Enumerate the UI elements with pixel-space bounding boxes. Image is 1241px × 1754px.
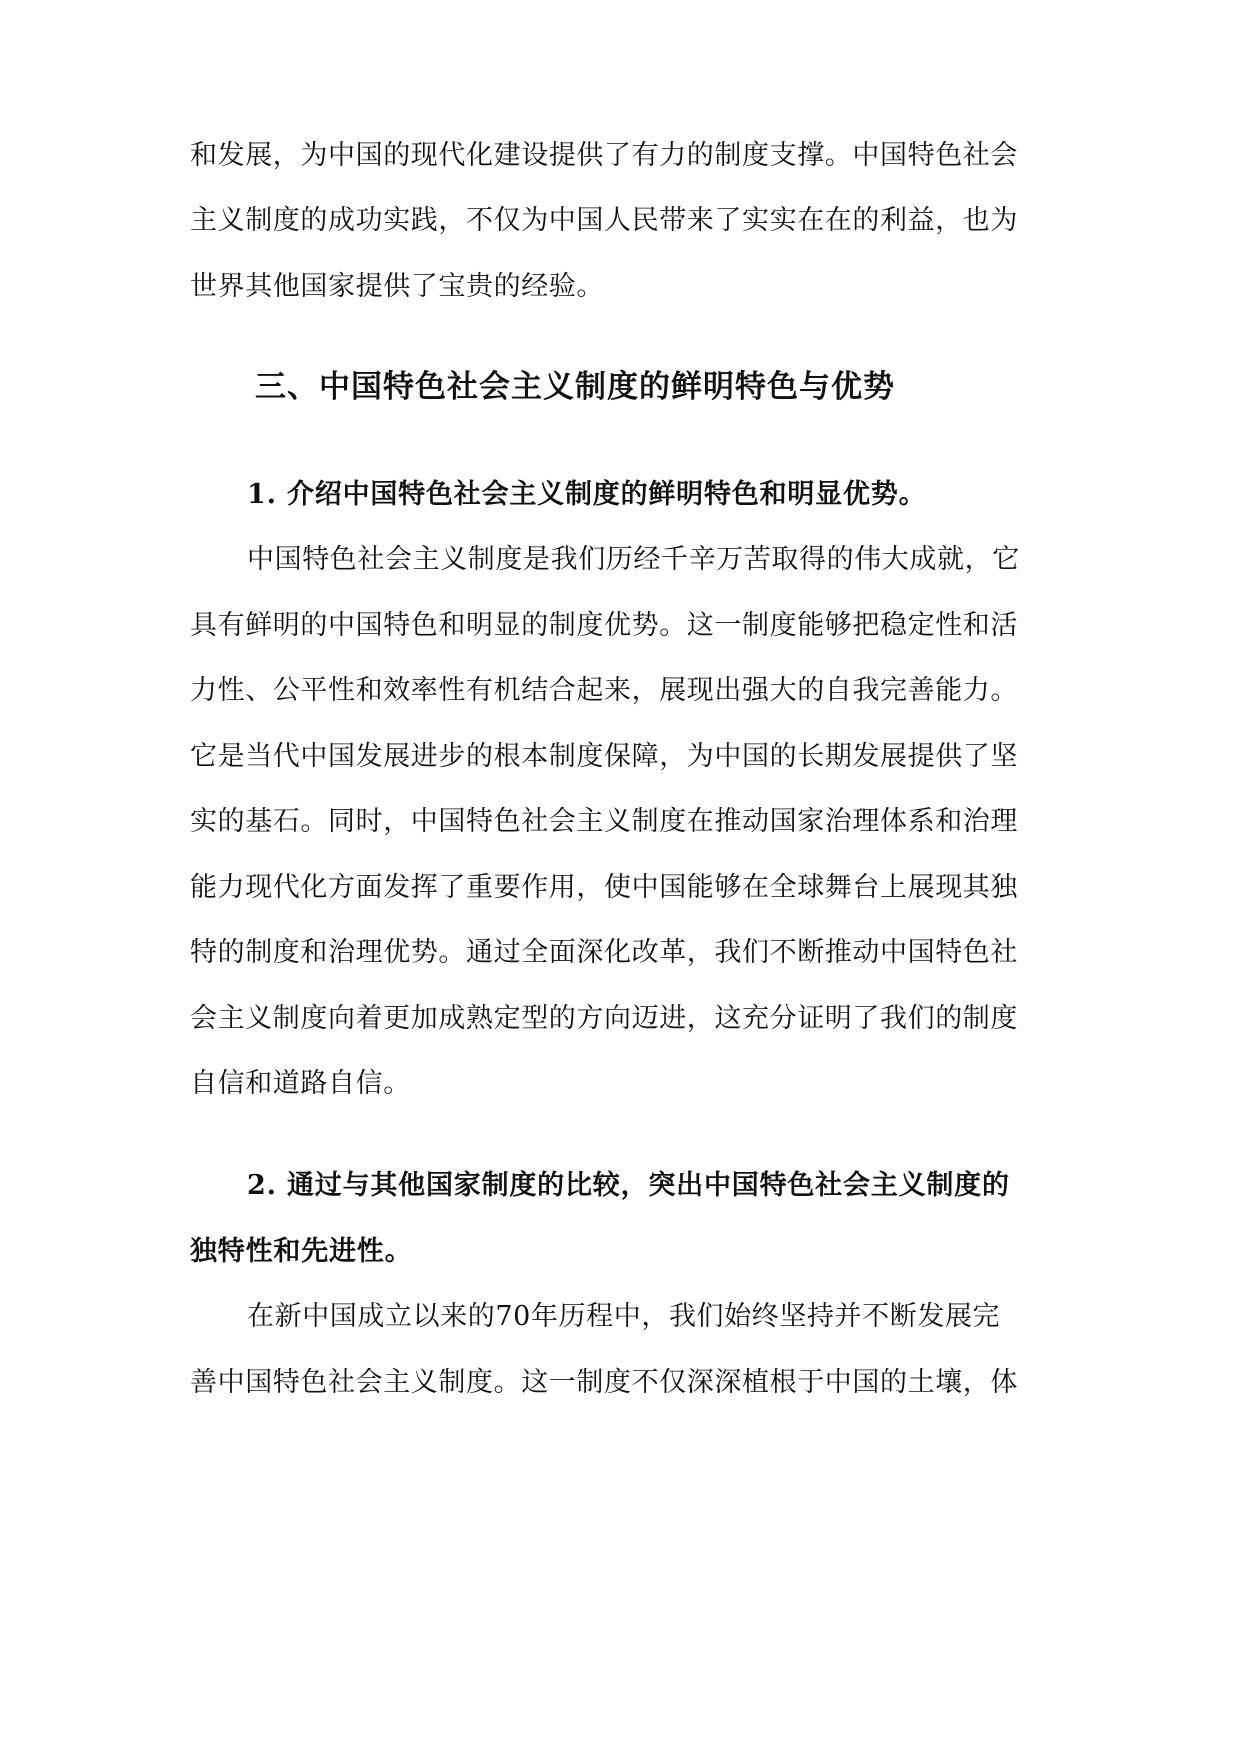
section-heading: 三、中国特色社会主义制度的鲜明特色与优势 xyxy=(255,369,895,405)
paragraph-line: 中国特色社会主义制度是我们历经千辛万苦取得的伟大成就，它 xyxy=(247,544,1020,575)
paragraph-line: 和发展，为中国的现代化建设提供了有力的制度支撑。中国特色社会 xyxy=(190,140,1018,171)
paragraph-line: 善中国特色社会主义制度。这一制度不仅深深植根于中国的土壤，体 xyxy=(190,1367,1018,1398)
paragraph-line: 特的制度和治理优势。通过全面深化改革，我们不断推动中国特色社 xyxy=(190,937,1018,968)
paragraph-line: 在新中国成立以来的70年历程中，我们始终坚持并不断发展完 xyxy=(247,1301,1001,1332)
subsection-heading: 2. 通过与其他国家制度的比较，突出中国特色社会主义制度的 xyxy=(247,1170,1010,1201)
paragraph-line: 实的基石。同时，中国特色社会主义制度在推动国家治理体系和治理 xyxy=(190,806,1018,837)
subsection-heading-continuation: 独特性和先进性。 xyxy=(190,1236,413,1267)
paragraph-line: 具有鲜明的中国特色和明显的制度优势。这一制度能够把稳定性和活 xyxy=(190,610,1018,641)
paragraph-line: 世界其他国家提供了宝贵的经验。 xyxy=(190,271,604,302)
paragraph-line: 主义制度的成功实践，不仅为中国人民带来了实实在在的利益，也为 xyxy=(190,205,1018,236)
subsection-heading: 1. 介绍中国特色社会主义制度的鲜明特色和明显优势。 xyxy=(247,479,927,510)
paragraph-line: 能力现代化方面发挥了重要作用，使中国能够在全球舞台上展现其独 xyxy=(190,872,1018,903)
paragraph-line: 会主义制度向着更加成熟定型的方向迈进，这充分证明了我们的制度 xyxy=(190,1003,1018,1034)
paragraph-line: 自信和道路自信。 xyxy=(190,1068,411,1099)
paragraph-line: 它是当代中国发展进步的根本制度保障，为中国的长期发展提供了坚 xyxy=(190,741,1018,772)
paragraph-line: 力性、公平性和效率性有机结合起来，展现出强大的自我完善能力。 xyxy=(190,675,1018,706)
